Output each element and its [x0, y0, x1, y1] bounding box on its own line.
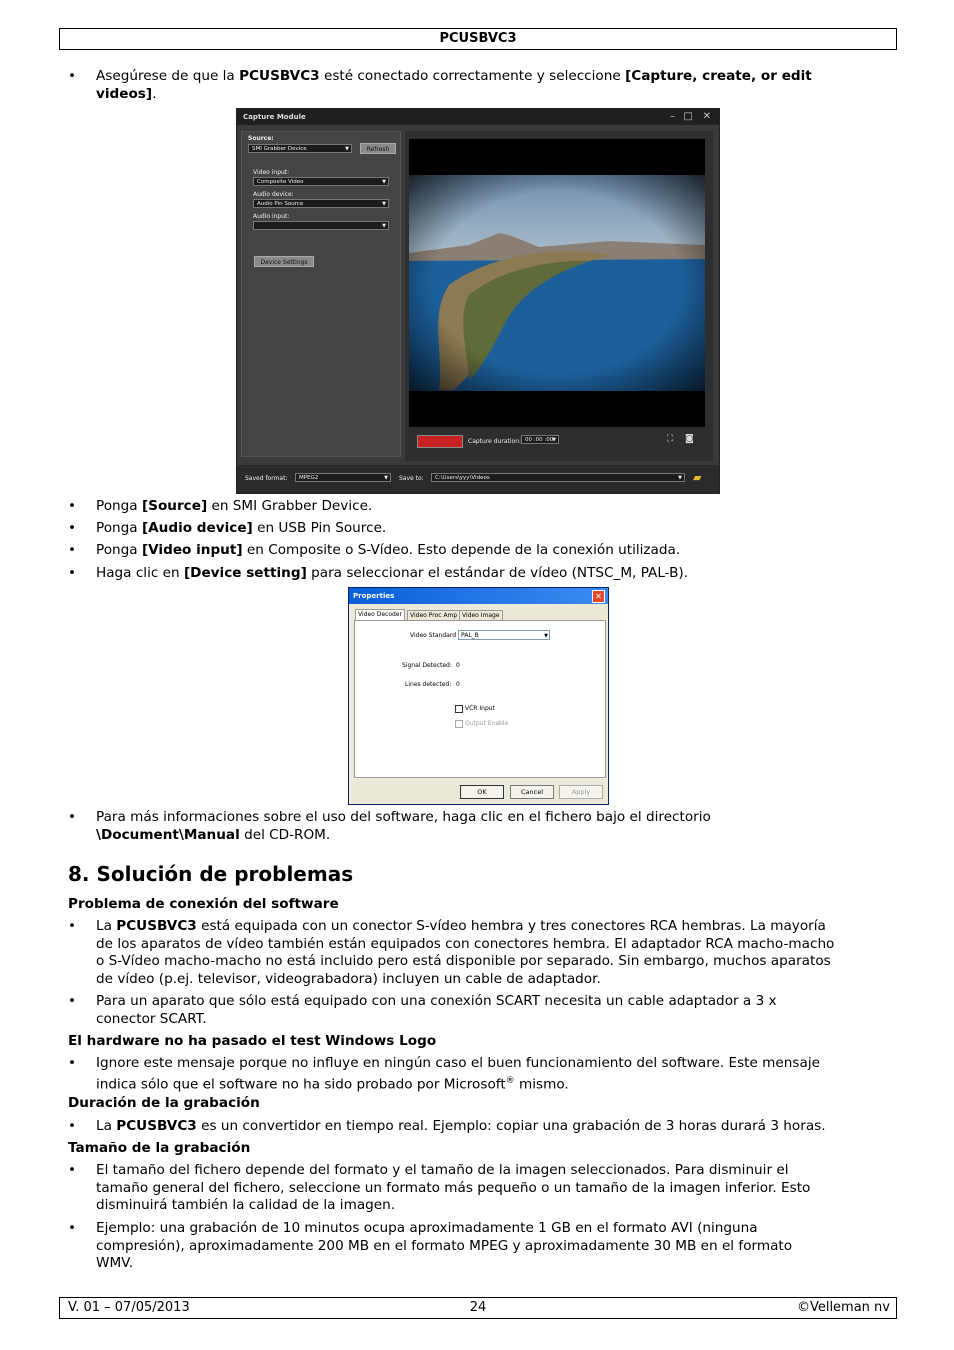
text: en SMI Grabber Device. [207, 498, 373, 514]
saved-format-label: Saved format: [245, 475, 288, 482]
bullet: • [68, 68, 77, 84]
text: Ignore este mensaje porque no influye en ningún caso el buen funcionamiento del software. Este mensaje [96, 1055, 820, 1071]
registered-mark: ® [505, 1075, 515, 1086]
signal-detected-value: 0 [456, 662, 460, 669]
text: Ponga [96, 542, 142, 558]
text: WMV. [96, 1255, 134, 1272]
tab-video-proc-amp[interactable]: Video Proc Amp [407, 610, 460, 621]
bullet: • [68, 809, 77, 825]
list-item [68, 1118, 888, 1136]
save-bar [237, 465, 719, 493]
version-date: V. 01 – 07/05/2013 [68, 1300, 190, 1315]
output-enable-checkbox[interactable] [455, 720, 463, 728]
menu-command: videos] [96, 85, 153, 102]
list-item [68, 542, 888, 560]
menu-command: [Capture, create, or edit [625, 68, 812, 84]
video-frame [409, 175, 705, 391]
page-header [59, 28, 897, 50]
text: para seleccionar el estándar de vídeo (NTSC_M, PAL-B). [306, 565, 689, 581]
save-to-label: Save to: [399, 475, 424, 482]
video-standard-value: PAL_B [461, 632, 479, 639]
list-item [68, 1055, 888, 1094]
lines-detected-value: 0 [456, 681, 460, 688]
maximize-icon[interactable]: □ [683, 111, 693, 122]
camera-icon[interactable]: ◙ [685, 434, 694, 444]
video-input-label: Video input: [253, 169, 290, 176]
directory-path: \Document\Manual [96, 826, 240, 843]
audio-input-select[interactable] [253, 221, 389, 230]
setting-name: [Audio device] [141, 520, 253, 536]
text: del CD-ROM. [239, 826, 331, 843]
bullet: • [68, 918, 77, 934]
section-title: 8. Solución de problemas [68, 862, 354, 886]
copyright: ©Velleman nv [796, 1300, 890, 1315]
audio-device-label: Audio device: [253, 191, 294, 198]
fullscreen-icon[interactable]: ⛶ [667, 434, 674, 444]
lines-detected-label: Lines detected: [405, 681, 452, 688]
bullet: • [68, 565, 77, 581]
source-label: Source: [248, 135, 274, 142]
text: es un convertidor en tiempo real. Ejemplo: copiar una grabación de 3 horas durará 3 horas. [196, 1118, 826, 1134]
properties-dialog [348, 587, 609, 805]
text: disminuirá también la calidad de la imagen. [96, 1197, 396, 1214]
product-name: PCUSBVC3 [116, 918, 197, 934]
subsection-title: Problema de conexión del software [68, 896, 339, 912]
list-item [68, 993, 888, 1028]
list-item [68, 809, 888, 844]
cancel-button[interactable]: Cancel [510, 785, 554, 799]
save-to-select[interactable]: C:\Users\yyy\Videos ▼ [431, 473, 685, 482]
bullet: • [68, 542, 77, 558]
ok-button[interactable]: OK [460, 785, 504, 799]
text: o S-Vídeo macho-macho no está incluido pero está disponible por separado. Sin embargo, muchos aparatos [96, 953, 831, 970]
text: en USB Pin Source. [252, 520, 387, 536]
bullet: • [68, 1162, 77, 1178]
text: tamaño general del fichero, seleccione un formato más pequeño o un tamaño de la imagen inferior. Esto [96, 1179, 811, 1196]
chevron-down-icon: ▼ [544, 633, 548, 639]
list-item [68, 520, 888, 538]
header-title: PCUSBVC3 [439, 31, 517, 46]
text: El tamaño del fichero depende del formato y el tamaño de la imagen seleccionados. Para disminuir el [96, 1162, 789, 1178]
list-item [68, 1162, 888, 1215]
bullet: • [68, 498, 77, 514]
video-preview [409, 139, 705, 427]
text: La [96, 1118, 117, 1134]
text: Para un aparato que sólo está equipado con una conexión SCART necesita un cable adaptador a 3 x [96, 993, 777, 1009]
setting-name: [Source] [141, 498, 208, 514]
product-name: PCUSBVC3 [239, 68, 320, 84]
bullet: • [68, 1220, 77, 1236]
text: Para más informaciones sobre el uso del software, haga clic en el fichero bajo el directorio [96, 809, 711, 825]
minimize-icon[interactable]: – [670, 111, 675, 122]
text: mismo. [514, 1076, 569, 1093]
close-icon[interactable]: ✕ [702, 111, 711, 122]
apply-button[interactable]: Apply [559, 785, 603, 799]
text: Ponga [96, 498, 142, 514]
refresh-button[interactable]: Refresh [360, 143, 396, 154]
text: Ejemplo: una grabación de 10 minutos ocupa aproximadamente 1 GB en el formato AVI (ninguna [96, 1220, 758, 1236]
text: compresión), aproximadamente 200 MB en el formato MPEG y aproximadamente 30 MB en el formato [96, 1237, 793, 1254]
vcr-input-label: VCR Input [465, 705, 495, 712]
folder-icon[interactable]: ▰ [693, 471, 702, 484]
close-icon[interactable]: ✕ [592, 590, 605, 603]
window-title: Capture Module [237, 109, 719, 125]
text: Asegúrese de que la [96, 68, 240, 84]
subsection-title: Duración de la grabación [68, 1095, 260, 1111]
video-standard-label: Video Standard [410, 632, 457, 639]
saved-format-select[interactable]: MPEG2 ▼ [295, 473, 391, 482]
text: está equipada con un conector S-vídeo hembra y tres conectores RCA hembras. La mayoría [196, 918, 826, 934]
bullet: • [68, 993, 77, 1009]
text: de vídeo (p.ej. televisor, videograbadora) incluyen un cable de adaptador. [96, 970, 601, 987]
capture-duration-field[interactable]: 00 :00 :00 ▼ [521, 435, 559, 444]
list-item [68, 1220, 888, 1273]
text: . [152, 85, 157, 102]
text: de los aparatos de vídeo también están equipados con conectores hembra. El adaptador RCA macho-macho [96, 935, 835, 952]
video-standard-select[interactable] [458, 630, 550, 640]
bullet: • [68, 1118, 77, 1134]
settings-panel [241, 131, 401, 457]
output-enable-label: Output Enable [465, 720, 509, 727]
bullet: • [68, 1055, 77, 1071]
text: La [96, 918, 117, 934]
setting-name: [Device setting] [183, 565, 307, 581]
audio-input-label: Audio input: [253, 213, 290, 220]
list-item [68, 918, 888, 988]
subsection-title: Tamaño de la grabación [68, 1140, 251, 1156]
capture-duration-label: Capture duration: [468, 438, 522, 445]
text: indica sólo que el software no ha sido probado por Microsoft [96, 1076, 506, 1093]
tab-panel [354, 620, 606, 778]
capture-module-window [236, 108, 720, 494]
list-item [68, 565, 888, 583]
page-number: 24 [469, 1300, 487, 1315]
list-item [68, 68, 888, 103]
audio-device-select[interactable]: Audio Pin Source ▼ [253, 199, 389, 208]
text: Ponga [96, 520, 142, 536]
vcr-input-checkbox[interactable] [455, 705, 463, 713]
tab-video-image[interactable]: Video Image [459, 610, 503, 621]
text: en Composite o S-Vídeo. Esto depende de la conexión utilizada. [242, 542, 681, 558]
device-settings-button[interactable]: Device Settings [254, 256, 314, 267]
source-select[interactable]: SMI Grabber Device ▼ [248, 144, 352, 153]
text: Haga clic en [96, 565, 184, 581]
video-input-select[interactable]: Composite Video ▼ [253, 177, 389, 186]
record-button[interactable] [417, 435, 463, 448]
dialog-title: Properties [349, 588, 608, 604]
text: conector SCART. [96, 1010, 207, 1027]
page-footer [59, 1297, 897, 1319]
tab-video-decoder[interactable]: Video Decoder [355, 609, 405, 621]
text: esté conectado correctamente y seleccione [319, 68, 626, 84]
signal-detected-label: Signal Detected: [402, 662, 452, 669]
product-name: PCUSBVC3 [116, 1118, 197, 1134]
list-item [68, 498, 888, 516]
bullet: • [68, 520, 77, 536]
setting-name: [Video input] [141, 542, 243, 558]
subsection-title: El hardware no ha pasado el test Windows Logo [68, 1033, 437, 1049]
